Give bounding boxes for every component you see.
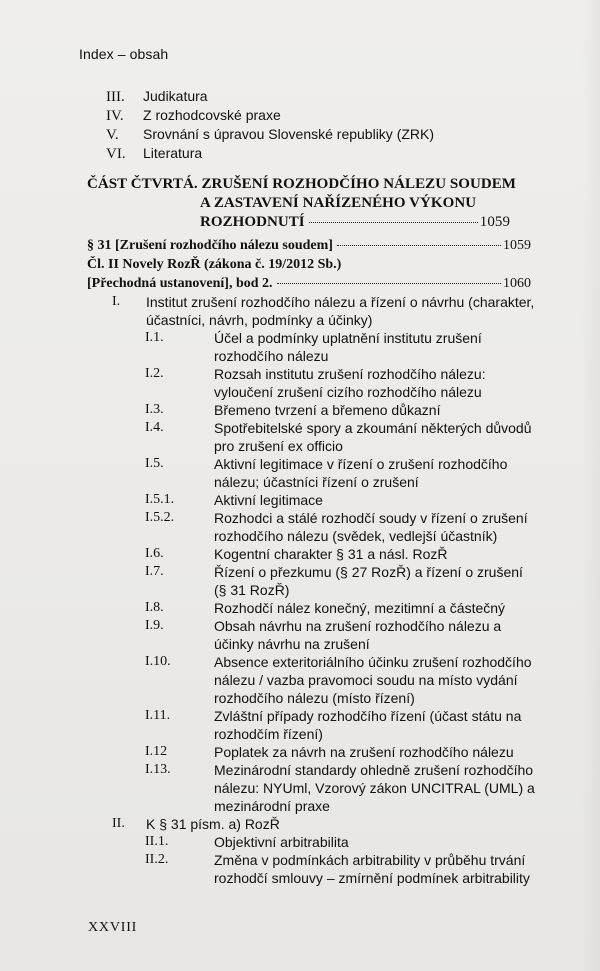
toc-entry-text: Aktivní legitimace v řízení o zrušení rozhodčího nálezu; účastníci řízení o zrušení xyxy=(214,456,508,490)
toc-entry-number: I.5. xyxy=(145,456,164,471)
page-number: 1059 xyxy=(479,214,510,230)
section-heading-row xyxy=(87,236,531,255)
toc-entry-text: Rozhodci a stálé rozhodčí soudy v řízení o zrušení rozhodčího nálezu (svědek, vedlejší účastník) xyxy=(214,510,528,544)
toc-entry xyxy=(87,509,537,545)
toc-entry-text: Poplatek za návrh na zrušení rozhodčího nálezu xyxy=(214,744,514,760)
toc-entry-text: Objektivní arbitrabilita xyxy=(214,834,349,850)
toc-entry-text: Zvláštní případy rozhodčího řízení (účast státu na rozhodčím řízení) xyxy=(214,708,522,742)
table-of-contents xyxy=(87,293,537,887)
toc-entry-number: II. xyxy=(112,816,125,831)
list-item xyxy=(106,144,526,163)
toc-entry-number: I.13. xyxy=(145,762,171,777)
toc-entry-number: I.5.2. xyxy=(145,510,175,525)
list-item xyxy=(106,106,526,125)
toc-entry-number: II.2. xyxy=(145,852,169,867)
toc-entry-number: I.8. xyxy=(145,600,164,615)
toc-entry xyxy=(87,365,537,401)
toc-entry-text: K § 31 písm. a) RozŘ xyxy=(146,816,280,832)
toc-entry-text: Spotřebitelské spory a zkoumání některých důvodů pro zrušení ex officio xyxy=(214,420,532,454)
part-title-line-1: ČÁST ČTVRTÁ. ZRUŠENÍ ROZHODČÍHO NÁLEZU SOUDEM xyxy=(87,176,517,192)
dot-leader xyxy=(337,245,501,246)
toc-entry-text: Řízení o přezkumu (§ 27 RozŘ) a řízení o zrušení (§ 31 RozŘ) xyxy=(214,564,523,598)
part-title-line-3-text: ROZHODNUTÍ xyxy=(200,214,305,230)
item-text: Literatura xyxy=(143,145,203,161)
toc-entry xyxy=(87,743,537,761)
item-number: IV. xyxy=(106,108,124,124)
toc-entry xyxy=(87,419,537,455)
toc-entry-text: Obsah návrhu na zrušení rozhodčího nálezu a účinky návrhu na zrušení xyxy=(214,618,502,652)
toc-entry-text: Rozhodčí nález konečný, mezitimní a částečný xyxy=(214,600,506,616)
toc-entry-text: Rozsah institutu zrušení rozhodčího nálezu: vyloučení zrušení cizího rozhodčího nálezu xyxy=(214,366,486,400)
item-text: Z rozhodcovské praxe xyxy=(143,107,281,123)
section-title: § 31 [Zrušení rozhodčího nálezu soudem] xyxy=(87,238,333,253)
toc-entry-number: I.5.1. xyxy=(145,492,175,507)
toc-entry-text: Institut zrušení rozhodčího nálezu a řízení o návrhu (charakter, účastníci, návrh, podmínky a účinky) xyxy=(146,294,535,328)
toc-entry-number: I.11. xyxy=(145,708,171,723)
toc-entry xyxy=(87,293,537,329)
transitional-row xyxy=(87,274,531,293)
intro-section-list xyxy=(106,87,526,163)
dot-leader xyxy=(309,222,478,223)
page-folio: XXVIII xyxy=(88,920,138,935)
item-number: VI. xyxy=(106,146,126,162)
page-edge-shadow xyxy=(582,0,600,971)
toc-entry xyxy=(87,833,537,851)
novela-title: Čl. II Novely RozŘ (zákona č. 19/2012 Sb.) xyxy=(87,257,342,272)
toc-entry-number: I.3. xyxy=(145,402,164,417)
toc-entry xyxy=(87,491,537,509)
novela-row xyxy=(87,255,531,274)
toc-entry-number: I.12 xyxy=(145,744,168,759)
toc-entry xyxy=(87,563,537,599)
toc-entry xyxy=(87,329,537,365)
toc-entry xyxy=(87,761,537,815)
toc-entry xyxy=(87,599,537,617)
toc-entry-number: I.10. xyxy=(145,654,171,669)
toc-entry xyxy=(87,545,537,563)
toc-entry xyxy=(87,455,537,491)
toc-entry-number: I.4. xyxy=(145,420,164,435)
toc-entry-number: I. xyxy=(112,294,121,309)
toc-entry xyxy=(87,617,537,653)
item-text: Srovnání s úpravou Slovenské republiky (ZRK) xyxy=(143,126,435,142)
toc-entry-number: I.6. xyxy=(145,546,164,561)
section-heading-block xyxy=(87,236,531,293)
dot-leader xyxy=(277,283,501,284)
toc-entry-text: Absence exteritoriálního účinku zrušení rozhodčího nálezu / vazba pravomoci soudu na místo vydání rozhodčího nálezu (místo řízení) xyxy=(214,654,532,706)
item-number: V. xyxy=(106,127,119,143)
toc-entry-number: II.1. xyxy=(145,834,169,849)
item-text: Judikatura xyxy=(143,88,208,104)
toc-entry xyxy=(87,815,537,833)
list-item xyxy=(106,125,526,144)
toc-entry-text: Mezinárodní standardy ohledně zrušení rozhodčího nálezu: NYUml, Vzorový zákon UNCITRAL (UML) a mezinárodní praxe xyxy=(214,762,535,814)
page-number: 1060 xyxy=(503,276,531,291)
toc-entry-number: I.1. xyxy=(145,330,164,345)
toc-entry xyxy=(87,851,537,887)
toc-entry xyxy=(87,707,537,743)
part-title-line-2: A ZASTAVENÍ NAŘÍZENÉHO VÝKONU xyxy=(200,195,477,211)
running-header: Index – obsah xyxy=(79,46,169,62)
transitional-title: [Přechodná ustanovení], bod 2. xyxy=(87,276,273,291)
list-item xyxy=(106,87,526,106)
page-number: 1059 xyxy=(503,238,531,253)
toc-entry xyxy=(87,401,537,419)
toc-entry-text: Kogentní charakter § 31 a násl. RozŘ xyxy=(214,546,448,562)
toc-entry-text: Účel a podmínky uplatnění institutu zrušení rozhodčího nálezu xyxy=(214,330,482,364)
toc-entry-number: I.9. xyxy=(145,618,164,633)
item-number: III. xyxy=(106,89,125,105)
toc-entry-number: I.7. xyxy=(145,564,164,579)
toc-entry-number: I.2. xyxy=(145,366,164,381)
toc-entry-text: Aktivní legitimace xyxy=(214,492,323,508)
toc-entry-text: Změna v podmínkách arbitrability v průběhu trvání rozhodčí smlouvy – zmírnění podmínek arbitrability xyxy=(214,852,530,886)
toc-entry-text: Břemeno tvrzení a břemeno důkazní xyxy=(214,402,441,418)
toc-entry xyxy=(87,653,537,707)
part-title-line-3 xyxy=(200,212,510,232)
